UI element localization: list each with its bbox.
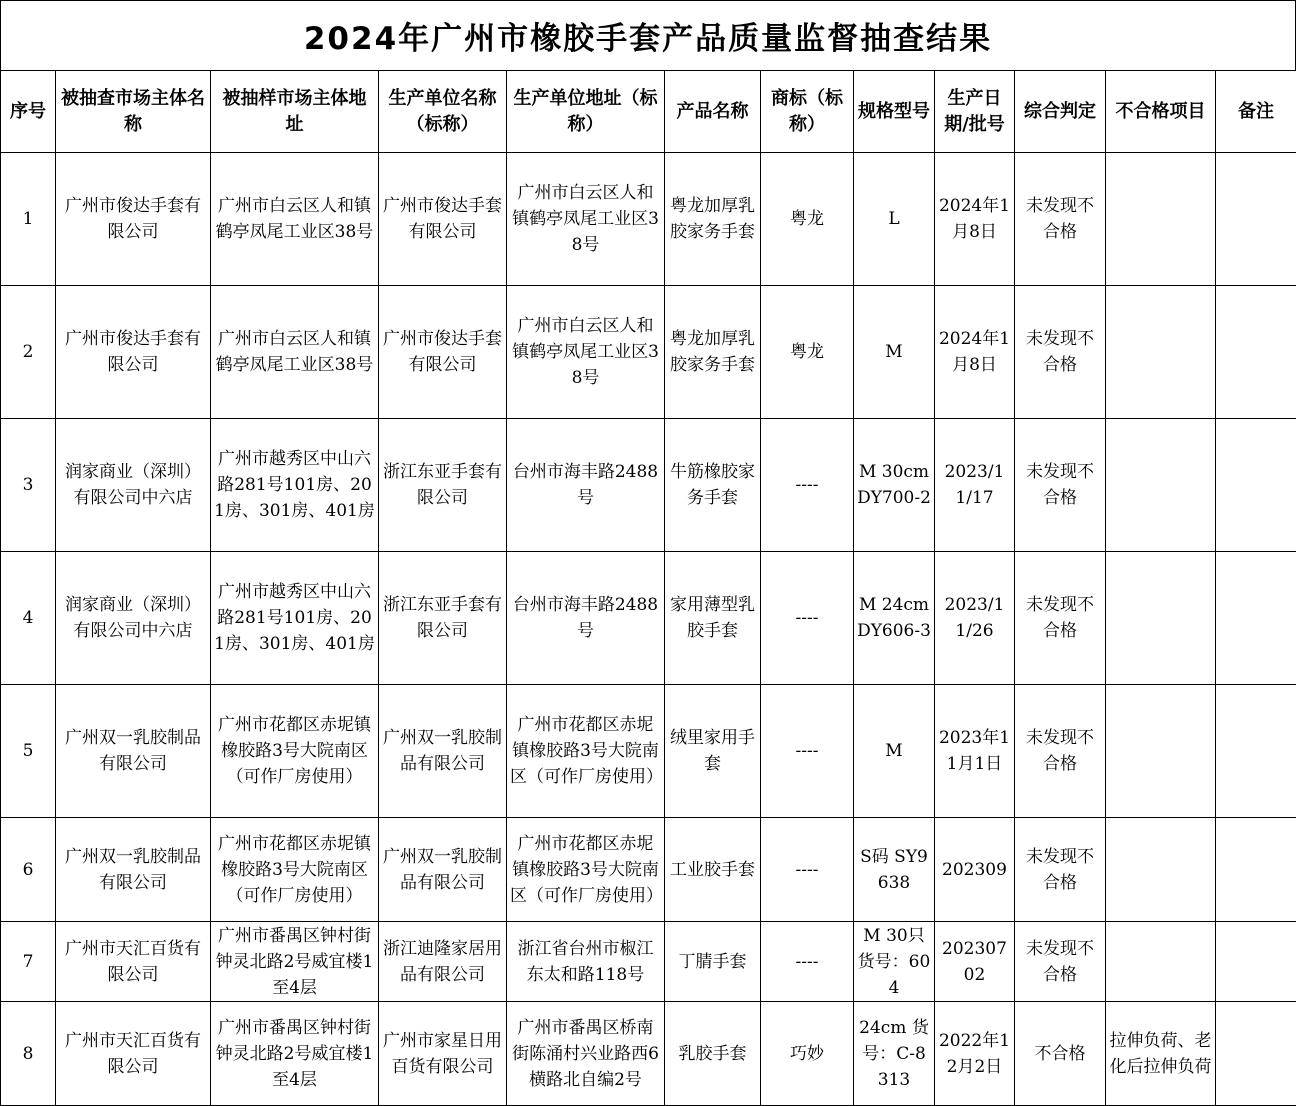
cell-product: 乳胶手套 xyxy=(665,1002,761,1106)
cell-fail-items: 拉伸负荷、老化后拉伸负荷 xyxy=(1106,1002,1216,1106)
cell-entity-addr: 广州市花都区赤坭镇橡胶路3号大院南区（可作厂房使用） xyxy=(211,818,379,922)
cell-entity-name: 广州双一乳胶制品有限公司 xyxy=(56,818,211,922)
cell-spec: M xyxy=(854,685,935,818)
cell-maker-name: 浙江东亚手套有限公司 xyxy=(379,552,507,685)
cell-entity-addr: 广州市越秀区中山六路281号101房、201房、301房、401房 xyxy=(211,419,379,552)
cell-seq: 3 xyxy=(1,419,56,552)
cell-seq: 7 xyxy=(1,922,56,1002)
cell-brand: ---- xyxy=(761,552,854,685)
cell-fail-items xyxy=(1106,922,1216,1002)
cell-fail-items xyxy=(1106,286,1216,419)
cell-entity-name: 广州市俊达手套有限公司 xyxy=(56,286,211,419)
cell-seq: 6 xyxy=(1,818,56,922)
table-row xyxy=(1,922,1296,1002)
header-maker-addr: 生产单位地址（标称） xyxy=(507,71,665,153)
cell-maker-addr: 台州市海丰路2488号 xyxy=(507,419,665,552)
header-date: 生产日期/批号 xyxy=(935,71,1015,153)
cell-result: 未发现不合格 xyxy=(1015,552,1106,685)
cell-maker-addr: 广州市白云区人和镇鹤亭凤尾工业区38号 xyxy=(507,286,665,419)
cell-date: 2023年11月1日 xyxy=(935,685,1015,818)
cell-remark xyxy=(1216,286,1296,419)
cell-result: 未发现不合格 xyxy=(1015,153,1106,286)
cell-brand: ---- xyxy=(761,419,854,552)
header-fail-items: 不合格项目 xyxy=(1106,71,1216,153)
cell-product: 工业胶手套 xyxy=(665,818,761,922)
cell-spec: M 24cm DY606-3 xyxy=(854,552,935,685)
header-spec: 规格型号 xyxy=(854,71,935,153)
header-result: 综合判定 xyxy=(1015,71,1106,153)
header-entity-name: 被抽查市场主体名称 xyxy=(56,71,211,153)
header-remark: 备注 xyxy=(1216,71,1296,153)
cell-product: 丁腈手套 xyxy=(665,922,761,1002)
cell-seq: 4 xyxy=(1,552,56,685)
cell-result: 未发现不合格 xyxy=(1015,818,1106,922)
cell-entity-addr: 广州市白云区人和镇鹤亭凤尾工业区38号 xyxy=(211,286,379,419)
cell-brand: ---- xyxy=(761,818,854,922)
header-seq: 序号 xyxy=(1,71,56,153)
cell-maker-addr: 广州市花都区赤坭镇橡胶路3号大院南区（可作厂房使用） xyxy=(507,685,665,818)
table-row xyxy=(1,1002,1296,1106)
cell-seq: 5 xyxy=(1,685,56,818)
cell-maker-addr: 浙江省台州市椒江东太和路118号 xyxy=(507,922,665,1002)
cell-fail-items xyxy=(1106,685,1216,818)
header-product: 产品名称 xyxy=(665,71,761,153)
cell-product: 绒里家用手套 xyxy=(665,685,761,818)
cell-fail-items xyxy=(1106,419,1216,552)
cell-fail-items xyxy=(1106,818,1216,922)
cell-seq: 2 xyxy=(1,286,56,419)
cell-spec: M 30只 货号：604 xyxy=(854,922,935,1002)
cell-product: 家用薄型乳胶手套 xyxy=(665,552,761,685)
cell-remark xyxy=(1216,153,1296,286)
cell-brand: ---- xyxy=(761,922,854,1002)
table-row xyxy=(1,286,1296,419)
cell-remark xyxy=(1216,1002,1296,1106)
header-entity-addr: 被抽样市场主体地址 xyxy=(211,71,379,153)
cell-entity-name: 广州市天汇百货有限公司 xyxy=(56,922,211,1002)
cell-entity-name: 润家商业（深圳）有限公司中六店 xyxy=(56,552,211,685)
cell-spec: M xyxy=(854,286,935,419)
cell-maker-name: 浙江迪隆家居用品有限公司 xyxy=(379,922,507,1002)
cell-maker-addr: 广州市白云区人和镇鹤亭凤尾工业区38号 xyxy=(507,153,665,286)
cell-maker-name: 广州双一乳胶制品有限公司 xyxy=(379,818,507,922)
cell-remark xyxy=(1216,818,1296,922)
cell-date: 2024年1月8日 xyxy=(935,153,1015,286)
cell-spec: L xyxy=(854,153,935,286)
cell-seq: 1 xyxy=(1,153,56,286)
table-row xyxy=(1,685,1296,818)
cell-result: 未发现不合格 xyxy=(1015,922,1106,1002)
cell-maker-addr: 广州市花都区赤坭镇橡胶路3号大院南区（可作厂房使用） xyxy=(507,818,665,922)
table-row xyxy=(1,419,1296,552)
cell-remark xyxy=(1216,685,1296,818)
cell-brand: 粤龙 xyxy=(761,153,854,286)
cell-entity-addr: 广州市番禺区钟村街钟灵北路2号威宜楼1至4层 xyxy=(211,922,379,1002)
cell-maker-name: 广州市家星日用百货有限公司 xyxy=(379,1002,507,1106)
cell-date: 2023/11/26 xyxy=(935,552,1015,685)
cell-date: 2024年1月8日 xyxy=(935,286,1015,419)
table-body xyxy=(1,153,1296,1106)
cell-entity-name: 润家商业（深圳）有限公司中六店 xyxy=(56,419,211,552)
cell-entity-name: 广州市俊达手套有限公司 xyxy=(56,153,211,286)
header-row xyxy=(1,71,1296,153)
table-row xyxy=(1,552,1296,685)
cell-entity-addr: 广州市番禺区钟村街钟灵北路2号威宜楼1至4层 xyxy=(211,1002,379,1106)
page-title: 2024年广州市橡胶手套产品质量监督抽查结果 xyxy=(304,13,992,58)
table-row xyxy=(1,818,1296,922)
cell-date: 20230702 xyxy=(935,922,1015,1002)
cell-result: 不合格 xyxy=(1015,1002,1106,1106)
cell-entity-name: 广州市天汇百货有限公司 xyxy=(56,1002,211,1106)
results-table xyxy=(0,70,1296,1106)
cell-result: 未发现不合格 xyxy=(1015,685,1106,818)
cell-remark xyxy=(1216,552,1296,685)
cell-date: 2023/11/17 xyxy=(935,419,1015,552)
cell-result: 未发现不合格 xyxy=(1015,286,1106,419)
cell-fail-items xyxy=(1106,153,1216,286)
cell-brand: 巧妙 xyxy=(761,1002,854,1106)
cell-entity-name: 广州双一乳胶制品有限公司 xyxy=(56,685,211,818)
cell-maker-name: 广州市俊达手套有限公司 xyxy=(379,286,507,419)
cell-date: 2022年12月2日 xyxy=(935,1002,1015,1106)
cell-remark xyxy=(1216,419,1296,552)
cell-brand: 粤龙 xyxy=(761,286,854,419)
cell-entity-addr: 广州市越秀区中山六路281号101房、201房、301房、401房 xyxy=(211,552,379,685)
cell-entity-addr: 广州市白云区人和镇鹤亭凤尾工业区38号 xyxy=(211,153,379,286)
cell-maker-name: 广州市俊达手套有限公司 xyxy=(379,153,507,286)
cell-maker-addr: 台州市海丰路2488号 xyxy=(507,552,665,685)
title-row xyxy=(0,0,1296,70)
cell-maker-name: 广州双一乳胶制品有限公司 xyxy=(379,685,507,818)
cell-maker-addr: 广州市番禺区桥南街陈涌村兴业路西6横路北自编2号 xyxy=(507,1002,665,1106)
cell-product: 粤龙加厚乳胶家务手套 xyxy=(665,286,761,419)
cell-seq: 8 xyxy=(1,1002,56,1106)
table-header xyxy=(1,71,1296,153)
cell-spec: 24cm 货号：C-8313 xyxy=(854,1002,935,1106)
cell-entity-addr: 广州市花都区赤坭镇橡胶路3号大院南区（可作厂房使用） xyxy=(211,685,379,818)
cell-product: 粤龙加厚乳胶家务手套 xyxy=(665,153,761,286)
cell-date: 202309 xyxy=(935,818,1015,922)
table-row xyxy=(1,153,1296,286)
cell-spec: S码 SY9638 xyxy=(854,818,935,922)
header-brand: 商标（标称） xyxy=(761,71,854,153)
cell-fail-items xyxy=(1106,552,1216,685)
cell-remark xyxy=(1216,922,1296,1002)
cell-maker-name: 浙江东亚手套有限公司 xyxy=(379,419,507,552)
cell-spec: M 30cm DY700-2 xyxy=(854,419,935,552)
header-maker-name: 生产单位名称（标称） xyxy=(379,71,507,153)
cell-product: 牛筋橡胶家务手套 xyxy=(665,419,761,552)
cell-result: 未发现不合格 xyxy=(1015,419,1106,552)
cell-brand: ---- xyxy=(761,685,854,818)
